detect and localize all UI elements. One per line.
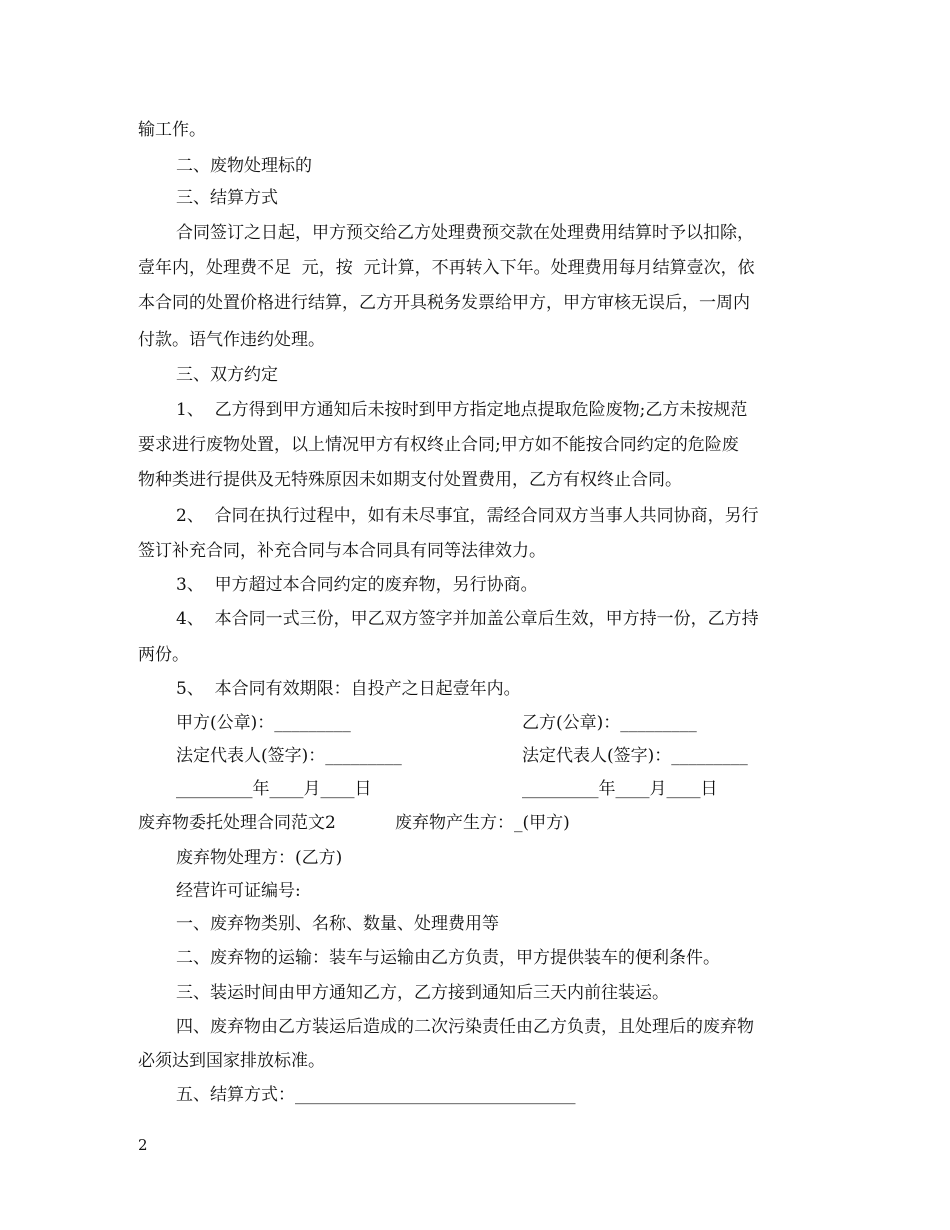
party-b-seal: 乙方(公章)：_________: [522, 713, 697, 733]
clause-2: 2、 合同在执行过程中，如有未尽事宜，需经合同双方当事人共同协商，另行: [176, 506, 759, 526]
item-2: 二、废弃物的运输：装车与运输由乙方负责，甲方提供装车的便利条件。: [176, 948, 720, 968]
item-3: 三、装运时间由甲方通知乙方，乙方接到通知后三天内前往装运。: [176, 983, 669, 1003]
text-line: 要求进行废物处置，以上情况甲方有权终止合同;甲方如不能按合同约定的危险废: [138, 435, 739, 455]
party-a-date: _________年____月____日: [176, 779, 372, 799]
heading-settlement: 三、结算方式: [176, 188, 278, 208]
item-5: 五、结算方式：_________________________________: [176, 1085, 576, 1105]
text-line: 付款。语气作违约处理。: [138, 330, 325, 350]
waste-producer: 废弃物产生方：_(甲方): [395, 813, 570, 833]
text-line: 合同签订之日起，甲方预交给乙方处理费预交款在处理费用结算时予以扣除，: [176, 223, 754, 243]
heading-waste-subject: 二、废物处理标的: [176, 156, 312, 176]
license-number: 经营许可证编号:: [176, 881, 301, 901]
party-b-date: _________年____月____日: [522, 779, 718, 799]
party-a-representative: 法定代表人(签字)：_________: [176, 746, 402, 766]
page-number: 2: [138, 1136, 148, 1154]
text-line: 输工作。: [138, 120, 206, 140]
text-line: 必须达到国家排放标准。: [138, 1051, 325, 1071]
text-line: 签订补充合同，补充合同与本合同具有同等法律效力。: [138, 541, 546, 561]
party-a-seal: 甲方(公章)：_________: [176, 713, 351, 733]
waste-handler: 废弃物处理方：(乙方): [176, 848, 343, 868]
clause-1: 1、 乙方得到甲方通知后未按时到甲方指定地点提取危险废物;乙方未按规范: [176, 400, 748, 420]
clause-5: 5、 本合同有效期限：自投产之日起壹年内。: [176, 679, 521, 699]
clause-3: 3、 甲方超过本合同约定的废弃物，另行协商。: [176, 575, 538, 595]
text-line: 物种类进行提供及无特殊原因未如期支付处置费用，乙方有权终止合同。: [138, 470, 682, 490]
heading-agreement: 三、双方约定: [176, 365, 278, 385]
text-line: 本合同的处置价格进行结算，乙方开具税务发票给甲方，甲方审核无误后，一周内: [138, 293, 750, 313]
text-line: 壹年内，处理费不足 元，按 元计算，不再转入下年。处理费用每月结算壹次，依: [138, 258, 755, 278]
clause-4: 4、 本合同一式三份，甲乙双方签字并加盖公章后生效，甲方持一份，乙方持: [176, 609, 759, 629]
item-1: 一、废弃物类别、名称、数量、处理费用等: [176, 914, 499, 934]
item-4: 四、废弃物由乙方装运后造成的二次污染责任由乙方负责，且处理后的废弃物: [176, 1017, 754, 1037]
text-line: 两份。: [138, 645, 189, 665]
section-title: 废弃物委托处理合同范文2: [138, 813, 336, 833]
party-b-representative: 法定代表人(签字)：_________: [522, 746, 748, 766]
